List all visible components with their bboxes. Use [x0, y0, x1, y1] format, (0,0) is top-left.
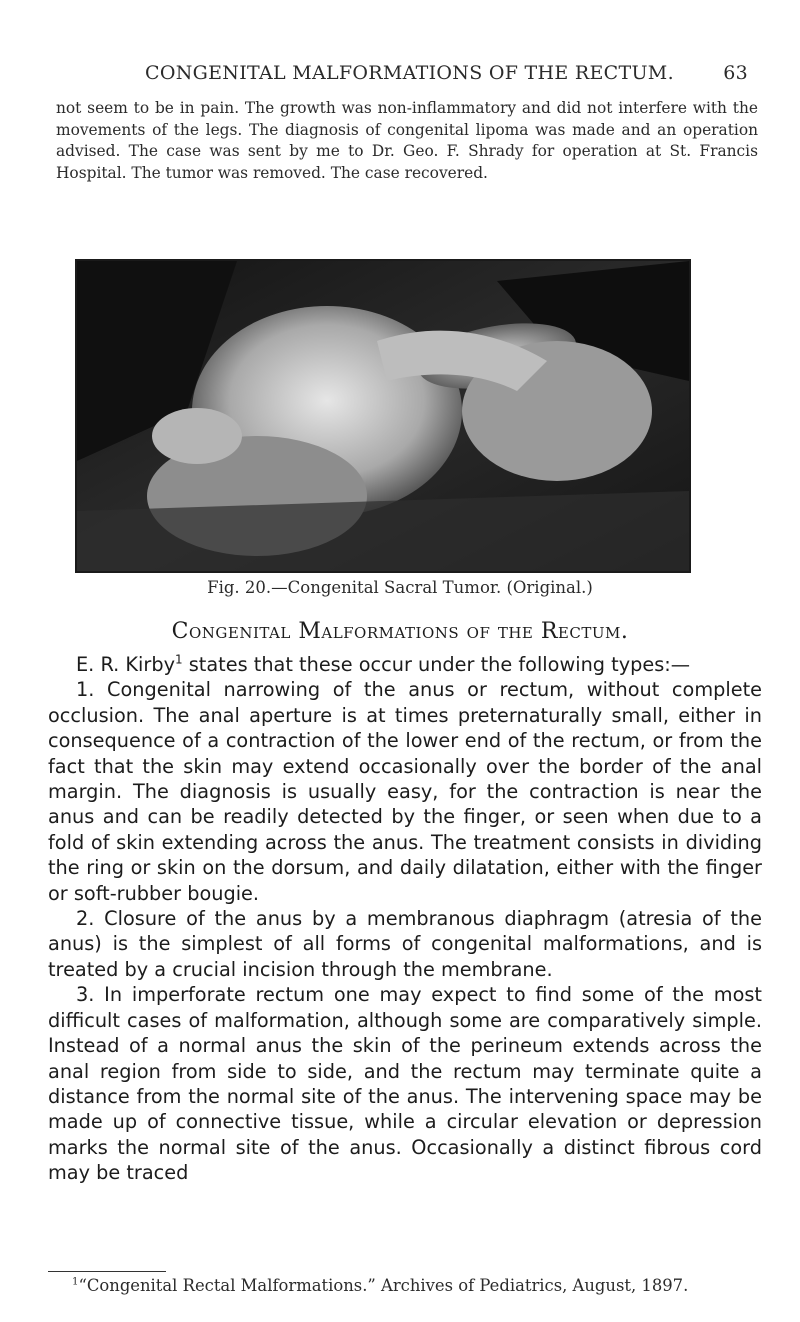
running-head	[145, 62, 748, 84]
footnote-reference: 1	[175, 652, 183, 667]
lead-paragraph	[48, 652, 762, 677]
page-number: 63	[723, 62, 748, 84]
figure-photograph	[75, 259, 691, 573]
footnote-text: “Congenital Rectal Malformations.” Archives of Pediatrics, August, 1897.	[78, 1276, 689, 1295]
sacral-tumor-photo	[77, 261, 689, 571]
running-head-title: CONGENITAL MALFORMATIONS OF THE RECTUM.	[145, 62, 674, 84]
intro-paragraph: not seem to be in pain. The growth was non-inflammatory and did not interfere with the movements of the legs. The diagnosis of congenital lipoma was made and an operation advised. The case was sent by me to Dr. Geo. F. Shrady for operation at St. Francis Hospital. The tumor was removed. The case recovered.	[56, 99, 758, 182]
lead-rest: states that these occur under the following types:—	[182, 653, 691, 676]
body-text	[48, 652, 762, 1186]
list-item: 2. Closure of the anus by a membranous diaphragm (atresia of the anus) is the simplest of all forms of congenital malformations, and is treated by a crucial incision through the membrane.	[48, 907, 762, 981]
lead-author: E. R. Kirby	[76, 653, 175, 676]
section-title: Congenital Malformations of the Rectum.	[171, 619, 629, 644]
footnote-marker: 1	[72, 1276, 79, 1288]
figure-caption: Fig. 20.—Congenital Sacral Tumor. (Original.)	[207, 578, 593, 597]
list-item: 3. In imperforate rectum one may expect to find some of the most difficult cases of malformation, although some are comparatively simple. Instead of a normal anus the skin of the perineum extends across the anal region from side to side, and the rectum may terminate quite a distance from the normal site of the anus. The intervening space may be made up of connective tissue, while a circular elevation or depression marks the normal site of the anus. Occasionally a distinct fibrous cord may be traced	[48, 983, 762, 1185]
footnote	[72, 1276, 762, 1295]
footnote-divider	[48, 1271, 166, 1272]
list-item: 1. Congenital narrowing of the anus or rectum, without complete occlusion. The anal aperture is at times preternaturally small, either in consequence of a contraction of the lower end of the rectum, or from the fact that the skin may extend occasionally over the border of the anal margin. The diagnosis is usually easy, for the contraction is near the anus and can be readily detected by the finger, or seen when due to a fold of skin extending across the anus. The treatment consists in dividing the ring or skin on the dorsum, and daily dilatation, either with the finger or soft-rubber bougie.	[48, 678, 762, 905]
